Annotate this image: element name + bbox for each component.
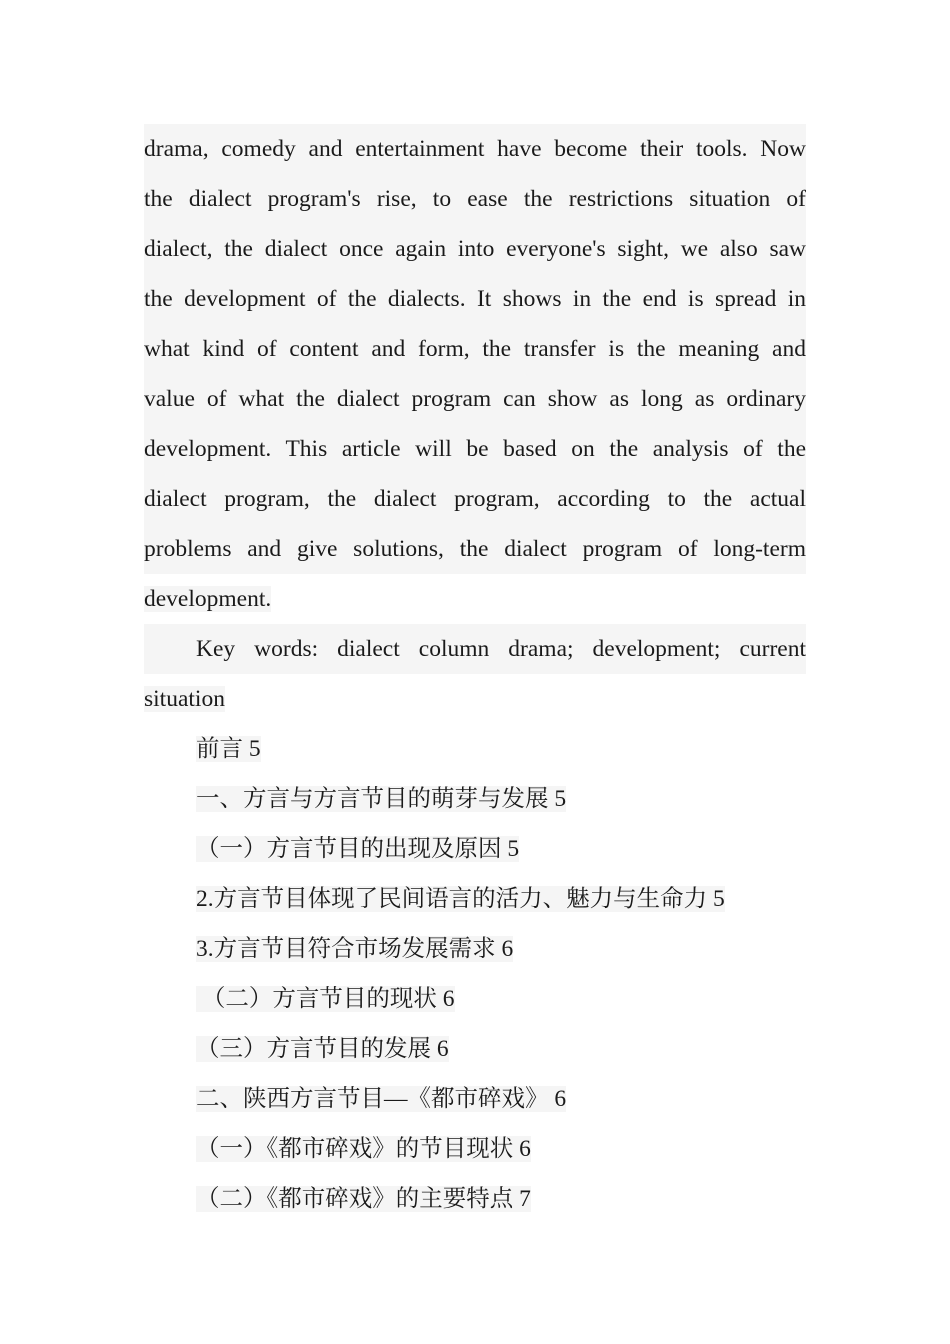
toc-entry: 3.方言节目符合市场发展需求 6 xyxy=(196,936,514,962)
abstract-line: what kind of content and form, the transfer is the meaning and xyxy=(144,324,806,374)
abstract-line: development. This article will be based on the analysis of the xyxy=(144,424,806,474)
keywords-line: Key words: dialect column drama; development; current xyxy=(144,624,806,674)
abstract-line: value of what the dialect program can show as long as ordinary xyxy=(144,374,806,424)
toc-entry: （一）《都市碎戏》的节目现状 6 xyxy=(196,1136,531,1162)
abstract-line: dialect, the dialect once again into everyone's sight, we also saw xyxy=(144,224,806,274)
abstract-line: the dialect program's rise, to ease the restrictions situation of xyxy=(144,174,806,224)
toc-entry: （三）方言节目的发展 6 xyxy=(196,1036,449,1062)
toc-entry: 一、方言与方言节目的萌芽与发展 5 xyxy=(196,786,567,812)
toc-entry: （一）方言节目的出现及原因 5 xyxy=(196,836,520,862)
document-page xyxy=(144,124,806,1224)
abstract-line: the development of the dialects. It shows in the end is spread in xyxy=(144,274,806,324)
abstract-line: dialect program, the dialect program, according to the actual xyxy=(144,474,806,524)
toc-entry: 二、陕西方言节目—《都市碎戏》 6 xyxy=(196,1086,567,1112)
keywords-line: situation xyxy=(144,686,225,712)
toc-entry: （二）方言节目的现状 6 xyxy=(196,986,455,1012)
toc-entry: 前言 5 xyxy=(196,736,261,762)
abstract-line: development. xyxy=(144,586,272,612)
abstract-line: problems and give solutions, the dialect program of long-term xyxy=(144,524,806,574)
abstract-line: drama, comedy and entertainment have become their tools. Now xyxy=(144,124,806,174)
toc-entry: 2.方言节目体现了民间语言的活力、魅力与生命力 5 xyxy=(196,886,725,912)
toc-entry: （二）《都市碎戏》的主要特点 7 xyxy=(196,1186,531,1212)
